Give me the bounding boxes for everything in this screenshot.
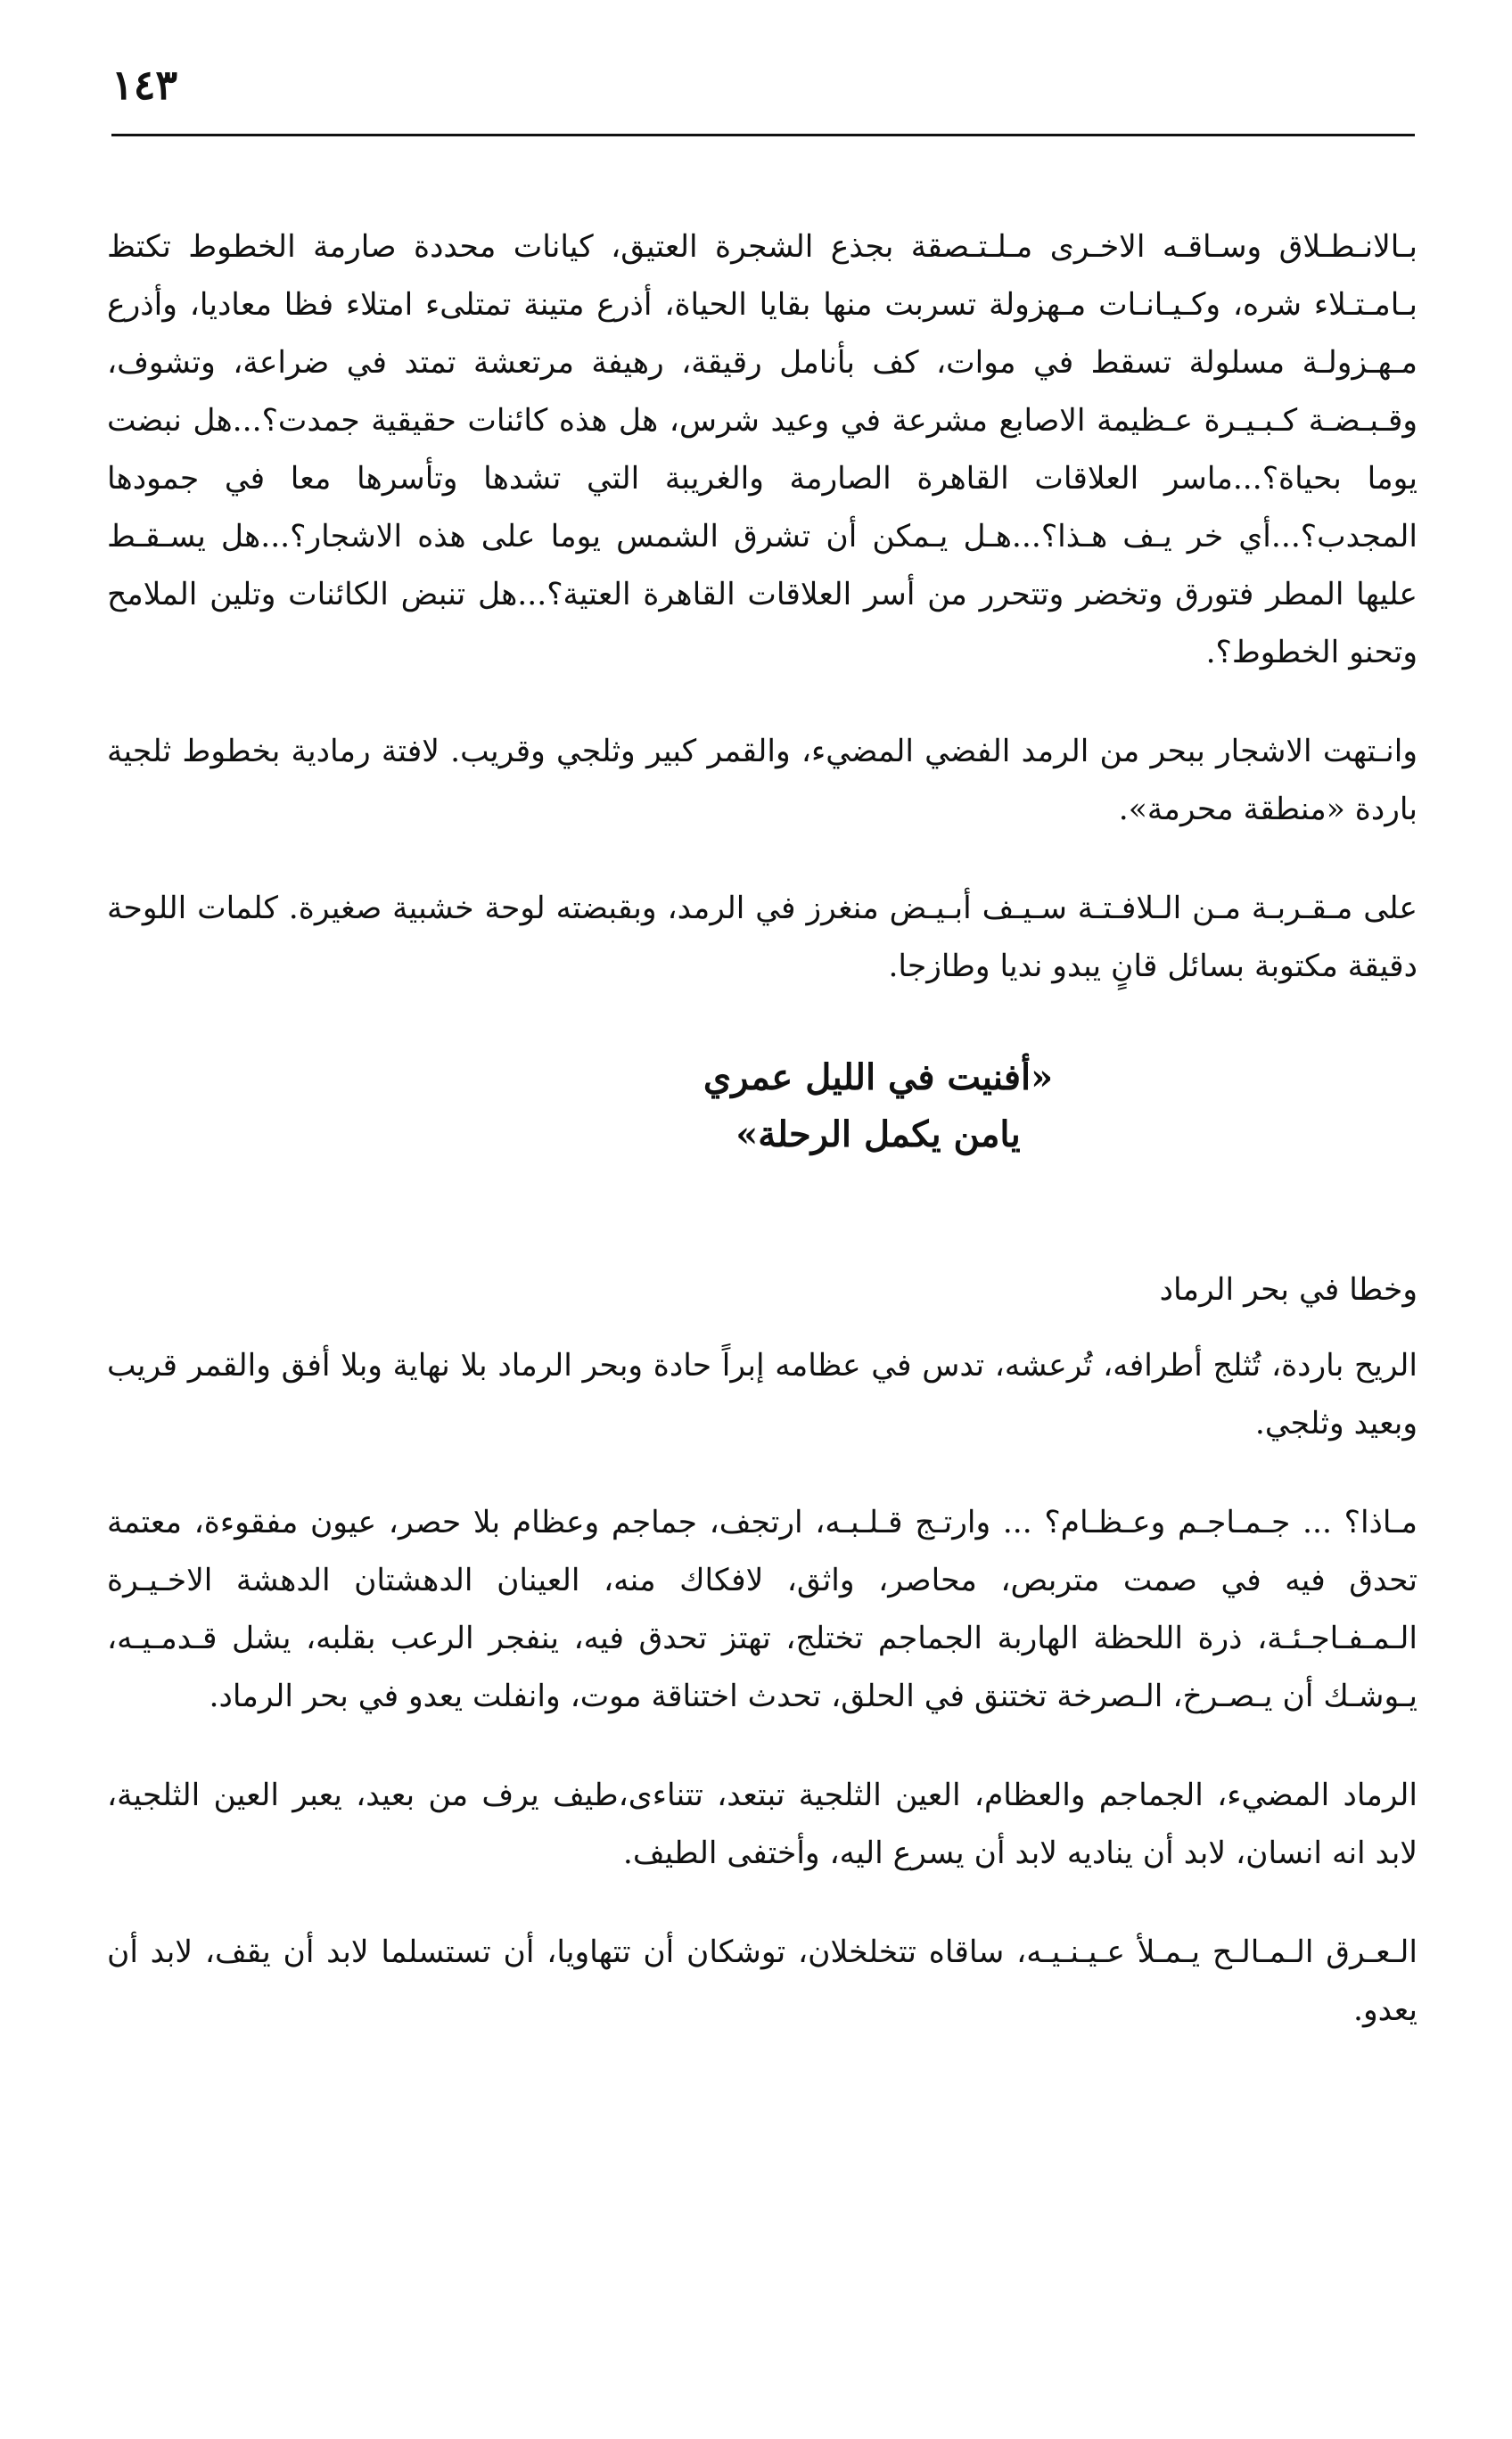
poem-line-2: يامن يكمل الرحلة»: [735, 1113, 1021, 1155]
paragraph-sea-of-ash: وانـتهت الاشجار ببحر من الرمد الفضي المضيء، والقمر كبير وثلجي وقريب. لافتة رمادية بخطوط ثلجية باردة «منطقة محرمة».: [107, 734, 1418, 827]
header-rule: [111, 134, 1415, 136]
paragraph-cold-wind: الريح باردة، تُثلج أطرافه، تُرعشه، تدس في عظامه إبراً حادة وبحر الرماد بلا نهاية وبلا أفق والقمر قريب وبعيد وثلجي.: [107, 1348, 1418, 1441]
paragraph-phantom: الرماد المضيء، الجماجم والعظام، العين الثلجية تبتعد، تتناءى،طيف يرف من بعيد، يعبر العين الثلجية، لابد انه انسان، لابد أن يناديه لابد أن يسرع اليه، وأختفى الطيف.: [107, 1778, 1418, 1871]
poem-line-1: «أفنيت في الليل عمري: [703, 1056, 1054, 1098]
paragraph-skulls: مـاذا؟ ... جـمـاجـم وعـظـام؟ ... وارتـج قـلـبـه، ارتجف، جماجم وعظام بلا حصر، عيون مفقوءة، معتمة تحدق فيه في صمت متربص، محاصر، واثق، لافكاك منه، العينان الدهشتان الدهشة الاخـيـرة الـمـفـاجـئـة، ذرة اللحظة الهاربة الجماجم تختلج، تهتز تحدق فيه، ينفجر الرعب بقلبه، يشل قـدمـيـه، يـوشـك أن يـصـرخ، الـصرخة تختنق في الحلق، تحدث اختناقة موت، وانفلت يعدو في بحر الرماد.: [107, 1505, 1418, 1714]
paragraph-trees-description: بـالانـطـلاق وسـاقـه الاخـرى مـلـتـصقة بجذع الشجرة العتيق، كيانات محددة صارمة الخطوط تكتظ بـامـتـلاء شره، وكـيـانـات مـهزولة تسربت منها بقايا الحياة، أذرع متينة تمتلىء امتلاء فظا معاديا، وأذرع مـهـزولـة مسلولة تسقط في موات، كف بأنامل رقيقة، رهيفة مرتعشة تمتد في ضراعة، وتشوف، وقـبـضـة كـبـيـرة عـظيمة الاصابع مشرعة في وعيد شرس، هل هذه كائنات حقيقية جمدت؟...هل نبضت يوما بحياة؟...ماسر العلاقات القاهرة الصارمة والغريبة التي تشدها وتأسرها معا في جمودها المجدب؟...أي خر يـف هـذا؟...هـل يـمكن أن تشرق الشمس يوما على هذه الاشجار؟...هل يسـقـط عليها المطر فتورق وتخضر وتتحرر من أسر العلاقات القاهرة العتية؟...هل تنبض الكائنات وتلين الملامح وتحنو الخطوط؟.: [107, 229, 1418, 670]
body-text: [107, 218, 1418, 2081]
paragraph-walked: وخطا في بحر الرماد: [1159, 1272, 1418, 1308]
poem-inscription: [107, 1049, 1418, 1163]
paragraph-salty-sweat: الـعـرق الـمـالـح يـمـلأ عـيـنـيـه، ساقاه تتخلخلان، توشكان أن تتهاويا، أن تستسلما لابد أن يقف، لابد أن يعدو.: [107, 1934, 1418, 2028]
paragraph-sword-sign: على مـقـربـة مـن الـلافـتـة سـيـف أبـيـض منغرز في الرمد، وبقبضته لوحة خشبية صغيرة. كلمات اللوحة دقيقة مكتوبة بسائل قانٍ يبدو نديا وطازجا.: [107, 891, 1418, 984]
page-header: [0, 0, 1512, 152]
page-number: ١٤٣: [111, 61, 178, 109]
